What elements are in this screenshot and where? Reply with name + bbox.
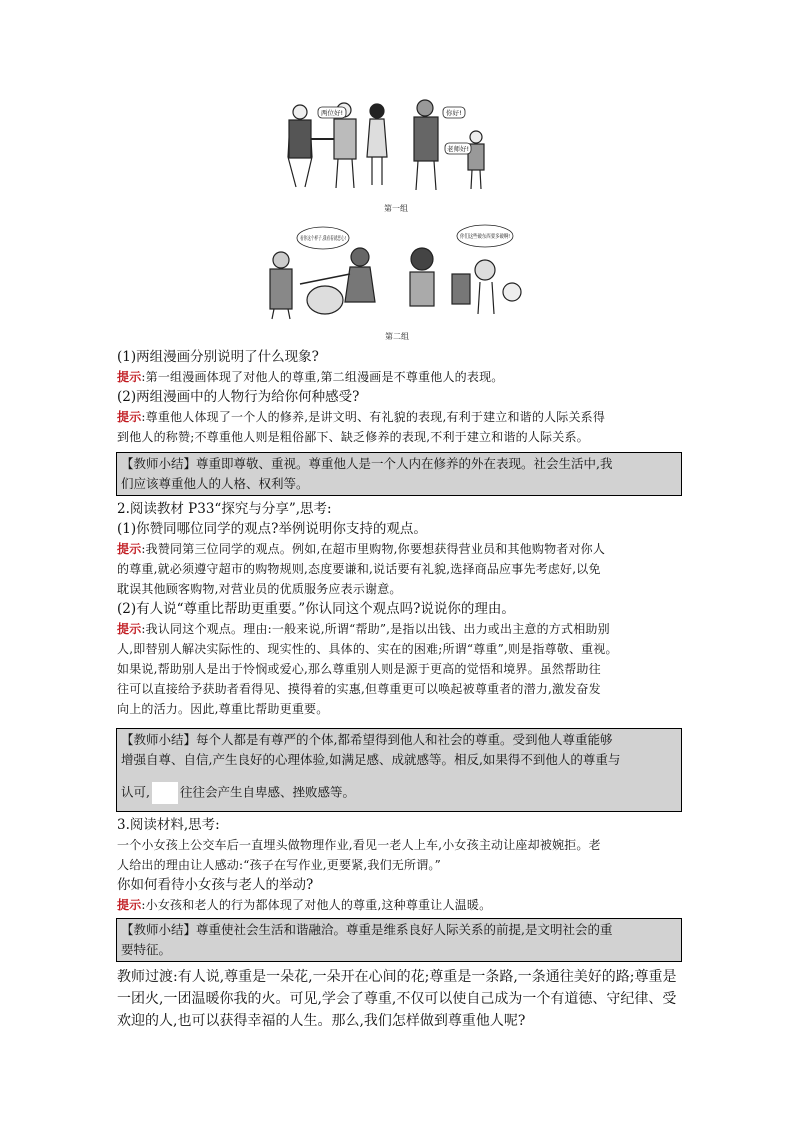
- hint-label: 提示: [117, 370, 142, 384]
- summary-line: 【教师小结】尊重使社会生活和谐融洽。尊重是维系良好人际关系的前提,是文明社会的重: [121, 922, 613, 937]
- bubble-text: 你好!: [446, 109, 462, 117]
- material-line: 人给出的理由让人感动:“孩子在写作业,更要紧,我们无所谓。”: [117, 858, 441, 872]
- answer-2-1-line: 提示:我赞同第三位同学的观点。例如,在超市里购物,你要想获得营业员和其他购物者对你人: [117, 542, 606, 556]
- transition-line: 教师过渡:有人说,尊重是一朵花,一朵开在心间的花;尊重是一条路,一条通往美好的路;尊重是: [117, 969, 677, 985]
- answer-2-2-line: 人,即替别人解决实际性的、现实性的、具体的、实在的困难;所谓“尊重”,则是指尊敬、重视。: [117, 642, 618, 656]
- question-2-2: (2)有人说“尊重比帮助更重要。”你认同这个观点吗?说说你的理由。: [117, 601, 515, 617]
- bubble-text: 两位好!: [321, 109, 344, 117]
- answer-1-1: 提示:第一组漫画体现了对他人的尊重,第二组漫画是不尊重他人的表现。: [117, 370, 504, 384]
- summary-line: 要特征。: [121, 942, 172, 957]
- teacher-transition: [117, 966, 683, 1032]
- transition-line: 一团火,一团温暖你我的火。可见,学会了尊重,不仅可以使自己成为一个有道德、守纪律、受: [117, 991, 677, 1007]
- cartoon-group-2: [0, 222, 794, 322]
- summary-line: 认可, 往往会产生自卑感、挫败感等。: [121, 782, 677, 804]
- section-3-title: 3.阅读材料,思考:: [117, 817, 220, 833]
- teacher-summary-1: [116, 452, 682, 496]
- teacher-summary-3: [116, 918, 682, 962]
- answer-2-1-line: 的尊重,就必须遵守超市的购物规则,态度要谦和,说话要有礼貌,选择商品应事先考虑好,以免: [117, 562, 601, 576]
- cartoon-group-1: [0, 95, 794, 195]
- question-3: 你如何看待小女孩与老人的举动?: [117, 877, 314, 893]
- answer-2-2-line: 提示:我认同这个观点。理由:一般来说,所谓“帮助”,是指以出钱、出力或出主意的方式相助别: [117, 622, 610, 636]
- hint-label: 提示: [117, 622, 142, 636]
- teacher-summary-2: [116, 728, 682, 812]
- bubble-text: 你们这些破东西要多破啊!: [460, 234, 523, 240]
- summary-line: 们应该尊重他人的人格、权利等。: [121, 476, 309, 491]
- section-2-title: 2.阅读教材 P33“探究与分享”,思考:: [117, 501, 332, 517]
- question-1-1: (1)两组漫画分别说明了什么现象?: [117, 349, 319, 365]
- question-1-2: (2)两组漫画中的人物行为给你何种感受?: [117, 389, 360, 405]
- summary-line: 【教师小结】每个人都是有尊严的个体,都希望得到他人和社会的尊重。受到他人尊重能够: [121, 732, 613, 747]
- answer-2-2-line: 向上的活力。因此,尊重比帮助更重要。: [117, 702, 329, 716]
- hint-label: 提示: [117, 410, 142, 424]
- answer-2-1-line: 耽误其他顾客购物,对营业员的优质服务应表示谢意。: [117, 582, 402, 596]
- answer-3: 提示:小女孩和老人的行为都体现了对他人的尊重,这种尊重让人温暖。: [117, 898, 492, 912]
- summary-line: 【教师小结】尊重即尊敬、重视。尊重他人是一个人内在修养的外在表现。社会生活中,我: [121, 456, 613, 471]
- figure-caption-group-1: 第一组: [384, 204, 408, 213]
- answer-1-2-line: 到他人的称赞;不尊重他人则是粗俗鄙下、缺乏修养的表现,不利于建立和谐的人际关系。: [117, 430, 589, 444]
- bubble-text: 看你这个样子,我看着就恶心!: [300, 236, 370, 242]
- transition-line: 欢迎的人,也可以获得幸福的人生。那么,我们怎样做到尊重他人呢?: [117, 1013, 526, 1029]
- answer-1-2-line: 提示:尊重他人体现了一个人的修养,是讲文明、有礼貌的表现,有利于建立和谐的人际关系得: [117, 410, 606, 424]
- section-1: [117, 347, 683, 447]
- material-line: 一个小女孩上公交车后一直埋头做物理作业,看见一老人上车,小女孩主动让座却被婉拒。老: [117, 838, 601, 852]
- question-2-1: (1)你赞同哪位同学的观点?举例说明你支持的观点。: [117, 521, 427, 537]
- section-2: [117, 499, 683, 719]
- bubble-text: 老师好!: [447, 145, 470, 153]
- blank-patch: [152, 782, 178, 804]
- summary-line: 增强自尊、自信,产生良好的心理体验,如满足感、成就感等。相反,如果得不到他人的尊重与: [121, 752, 621, 767]
- section-3: [117, 815, 683, 915]
- figure-caption-group-2: 第二组: [385, 332, 409, 341]
- hint-label: 提示: [117, 542, 142, 556]
- hint-label: 提示: [117, 898, 142, 912]
- answer-2-2-line: 往可以直接给予获助者看得见、摸得着的实惠,但尊重更可以唤起被尊重者的潜力,激发奋发: [117, 682, 601, 696]
- answer-2-2-line: 如果说,帮助别人是出于怜悯或爱心,那么尊重别人则是源于更高的觉悟和境界。虽然帮助往: [117, 662, 601, 676]
